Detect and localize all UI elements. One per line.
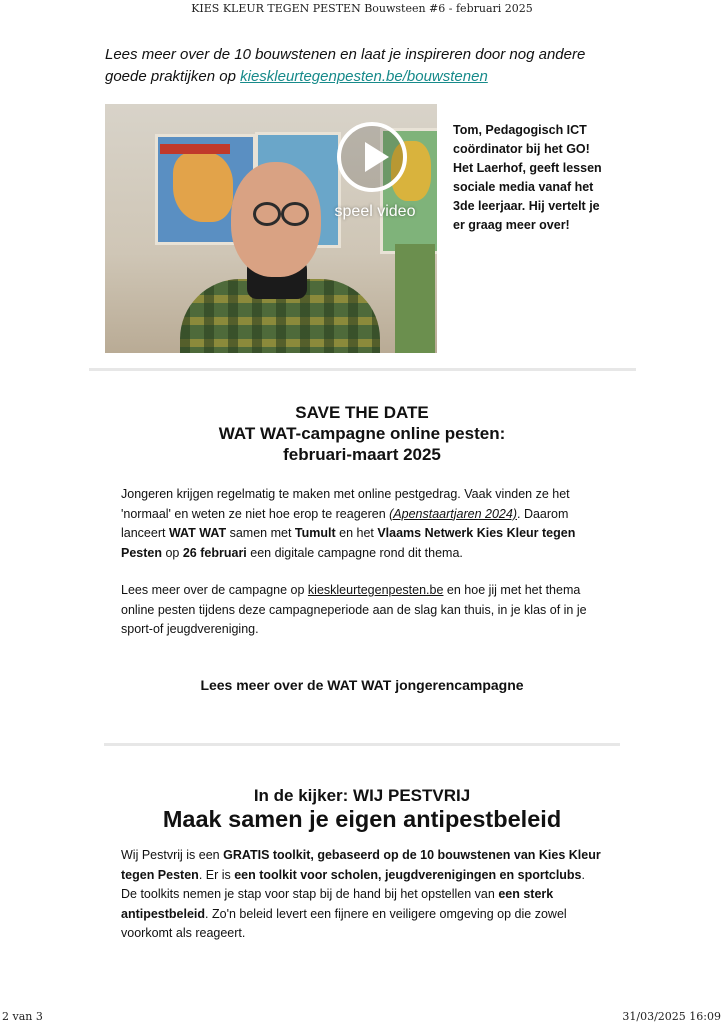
- text: . De toolkits nemen je stap voor stap bij de hand bij het opstellen van: [121, 867, 585, 901]
- campaign-paragraph: [121, 485, 599, 563]
- bookshelf: [395, 244, 435, 353]
- section-divider: [89, 368, 636, 371]
- campaign-period-line: februari-maart 2025: [283, 445, 441, 464]
- toolkit-paragraph: [121, 846, 603, 944]
- text: . Daarom lanceert: [121, 506, 569, 540]
- text: en het: [335, 526, 378, 540]
- text: . Zo'n beleid levert een fijnere en veiligere omgeving op die zowel voorkomt als reageert.: [121, 906, 567, 940]
- save-the-date-heading: [0, 402, 724, 465]
- highlight: een sterk antipestbeleid: [121, 887, 554, 921]
- campaign-link[interactable]: kieskleurtegenpesten.be: [307, 583, 444, 597]
- text: samen met: [226, 526, 295, 540]
- spotlight-title: Maak samen je eigen antipestbeleid: [162, 806, 562, 832]
- wall-map-banner: [160, 144, 230, 154]
- text: Lees meer over de campagne op: [121, 583, 308, 597]
- text: Jongeren krijgen regelmatig te maken met online pestgedrag. Vaak vinden ze het 'normaal' en weten ze niet hoe erop te reageren: [121, 487, 570, 521]
- org-name: WAT WAT: [168, 526, 227, 540]
- play-video-label[interactable]: speel video: [334, 203, 416, 220]
- section-divider: [104, 743, 620, 746]
- intro-sentence: Lees meer over de 10 bouwstenen en laat je inspireren door nog andere goede praktijken op: [105, 46, 586, 85]
- launch-date: 26 februari: [182, 545, 247, 560]
- video-caption: Tom, Pedagogisch ICT coördinator bij het GO! Het Laerhof, geeft lessen sociale media vanaf het 3de leerjaar. Hij vertelt je er graag meer over!: [453, 123, 602, 232]
- play-icon[interactable]: [337, 122, 407, 192]
- save-the-date-line: SAVE THE DATE: [295, 403, 429, 422]
- intro-text: [105, 44, 625, 88]
- campaign-title-line: WAT WAT-campagne online pesten:: [218, 424, 506, 443]
- highlight: een toolkit voor scholen, jeugdverenigingen en sportclubs: [234, 867, 582, 882]
- bouwstenen-link[interactable]: kieskleurtegenpesten.be/bouwstenen: [240, 68, 488, 85]
- campaign-cta-link[interactable]: Lees meer over de WAT WAT jongerencampagne: [200, 677, 524, 693]
- text: . Er is: [198, 867, 235, 882]
- highlight: GRATIS toolkit, gebaseerd op de 10 bouwstenen van Kies Kleur tegen Pesten: [121, 848, 601, 882]
- print-page-number: 2 van 3: [2, 1010, 43, 1023]
- org-name: Tumult: [294, 526, 336, 540]
- presenter-glasses: [253, 202, 307, 222]
- spotlight-heading: In de kijker: WIJ PESTVRIJ: [253, 786, 471, 805]
- print-datetime: 31/03/2025 16:09: [622, 1010, 721, 1023]
- org-name: Vlaams Netwerk Kies Kleur tegen Pesten: [121, 526, 576, 560]
- text: op: [162, 545, 183, 560]
- source-reference: (Apenstaartjaren 2024): [389, 506, 517, 521]
- video-thumbnail[interactable]: [105, 104, 437, 353]
- text: en hoe jij met het thema online pesten tijdens deze campagneperiode aan de slag kan thuis, in je klas of in je sport-of jeugdvereniging.: [121, 583, 587, 636]
- campaign-info-paragraph: [121, 581, 599, 640]
- print-header: KIES KLEUR TEGEN PESTEN Bouwsteen #6 - februari 2025: [191, 2, 533, 15]
- text: Wij Pestvrij is een: [121, 848, 224, 862]
- text: een digitale campagne rond dit thema.: [246, 545, 463, 560]
